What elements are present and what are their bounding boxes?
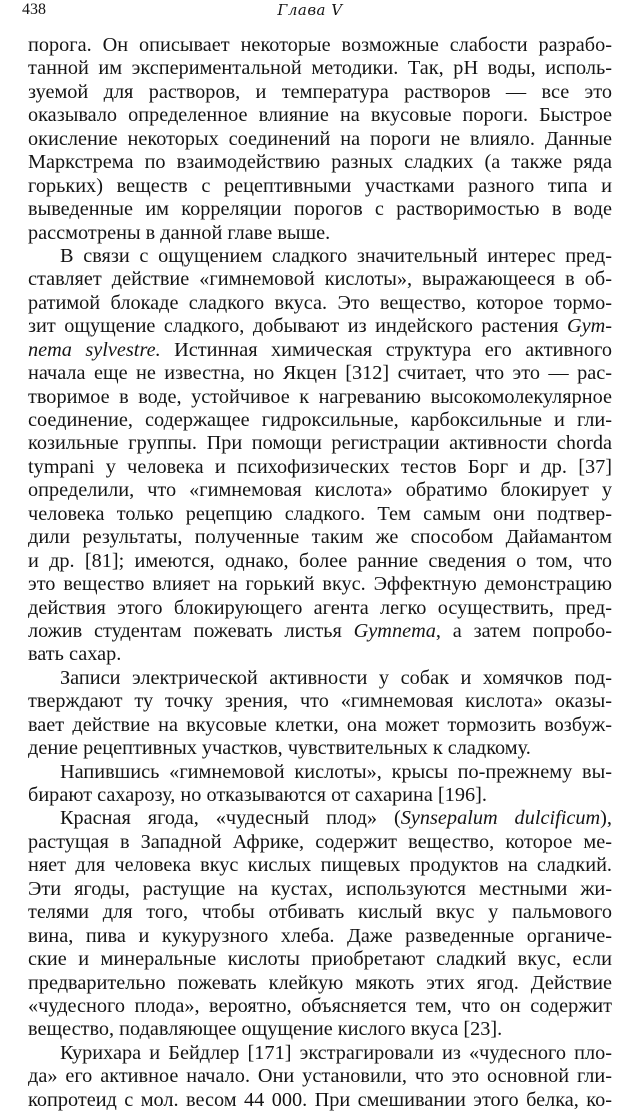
text-line: tympani у человека и психофизических тестов Борг и др. [37] [28,455,612,478]
latin-term: nema sylvestre. [28,338,161,361]
text-line: nema sylvestre. Истинная химическая структура его активного [28,338,612,361]
text-line: Напившись «гимнемовой кислоты», крысы по-прежнему вы- [60,760,612,783]
paragraph [28,1042,612,1112]
text-line: козильные группы. При помощи регистрации активности chorda [28,432,612,455]
text-line: рассмотрены в данной главе выше. [28,221,331,244]
latin-term: Gym- [566,315,612,338]
text-line: Маркстрема по взаимодействию разных сладких (а также ряда [28,151,612,174]
text-line: начала еще не известна, но Якцен [312] считает, что это — рас- [28,362,612,385]
text-line: предварительно пожевать клейкую мякоть этих ягод. Действие [28,971,612,994]
text-line: ские и минеральные кислоты приобретают сладкий вкус, если [28,948,612,971]
text-line: ставляет действие «гимнемовой кислоты», выражающееся в об- [28,268,612,291]
running-head: Глава V [277,1,343,19]
text-line: вина, пива и кукурузного хлеба. Даже разведенные органиче- [28,924,612,947]
text-line: Курихара и Бейдлер [171] экстрагировали из «чудесного пло- [60,1041,612,1064]
text-line: порога. Он описывает некоторые возможные слабости разрабо- [28,34,612,56]
text-line: дение рецептивных участков, чувствительных к сладкому. [28,737,531,760]
text-line: «чудесного плода», вероятно, объясняется тем, что он содержит [28,994,612,1017]
page-header [0,0,620,24]
paragraph [28,761,612,808]
text-line: растущая в Западной Африке, содержит вещество, которое ме- [28,830,612,853]
text-line: выведенные им корреляции порогов с растворимостью в воде [28,198,612,221]
text-line: В связи с ощущением сладкого значительный интерес пред- [60,244,612,267]
text-line: няет для человека вкус кислых пищевых продуктов на сладкий. [28,854,612,877]
text-line: окисление некоторых соединений на пороги не влияло. Данные [28,127,612,150]
text-line: горьких) веществ с рецептивными участками разного типа и [28,174,612,197]
text-line: зит ощущение сладкого, добывают из индейского растения Gym- [28,315,612,338]
text-line: оказывало определенное влияние на вкусовые пороги. Быстрое [28,104,612,127]
text-line: это вещество влияет на горький вкус. Эффектную демонстрацию [28,573,612,596]
paragraph [28,34,612,245]
text-line: ратимой блокаде сладкого вкуса. Это вещество, которое тормо- [28,291,612,314]
body-text [28,34,612,1112]
latin-term: Synsepalum dulcificum [400,807,601,830]
text-line: тверждают ту точку зрения, что «гимнемовая кислота» оказы- [28,690,612,713]
text-line: телями для того, чтобы отбивать кислый вкус у пальмового [28,901,612,924]
text-line: танной им экспериментальной методики. Так, pH воды, исполь- [28,57,612,80]
text-line: зуемой для растворов, и температура растворов — все это [28,80,612,103]
text-line: и др. [81]; имеются, однако, более ранние сведения о том, что [28,549,612,572]
text-line: копротеид с мол. весом 44 000. При смешивании этого белка, ко- [28,1088,612,1111]
text-line: вает действие на вкусовые клетки, она может тормозить возбуж- [28,713,612,736]
text-line: ложив студентам пожевать листья Gymnema, а затем попробо- [28,619,612,642]
text-line: дили результаты, полученные таким же способом Дайамантом [28,526,612,549]
paragraph [28,807,612,1041]
text-line: бирают сахарозу, но отказываются от сахарина [196]. [28,784,487,806]
text-line: определили, что «гимнемовая кислота» обратимо блокирует у [28,479,612,502]
text-line: Эти ягоды, растущие на кустах, используются местными жи- [28,877,612,900]
text-line: соединение, содержащее гидроксильные, карбоксильные и гли- [28,409,612,431]
text-line: действия этого блокирующего агента легко осуществить, пред- [28,596,612,619]
text-line: да» его активное начало. Они установили, что это основной гли- [28,1065,612,1088]
text-line: человека только рецепцию сладкого. Тем самым они подтвер- [28,502,612,525]
text-line: Записи электрической активности у собак и хомячков под- [60,666,612,689]
paragraph [28,245,612,667]
text-line: творимое в воде, устойчивое к нагреванию высокомолекулярное [28,385,612,408]
page-number: 438 [22,1,46,18]
text-line: вать сахар. [28,643,122,666]
paragraph [28,667,612,761]
text-line: вещество, подавляющее ощущение кислого вкуса [23]. [28,1018,503,1041]
text-line: Красная ягода, «чудесный плод» (Synsepalum dulcificum), [60,807,612,830]
latin-term: Gymnema [353,619,436,642]
